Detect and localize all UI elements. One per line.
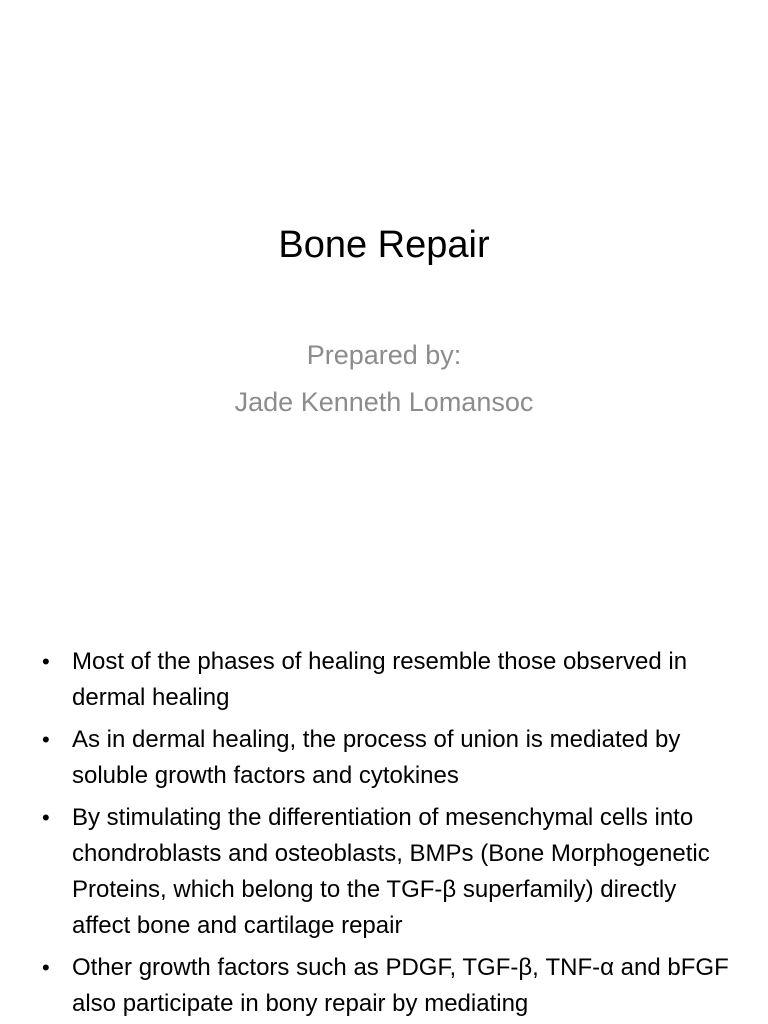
bullet-list bbox=[42, 644, 732, 1024]
bullet-item bbox=[42, 644, 732, 716]
slide-title: Bone Repair bbox=[278, 224, 490, 266]
bullet-item bbox=[42, 950, 732, 1022]
slide-subtitle bbox=[0, 332, 768, 426]
content-slide bbox=[0, 576, 768, 1024]
bullet-text: Other growth factors such as PDGF, TGF-β, TNF-α and bFGF also participate in bony repair by mediating bbox=[72, 954, 729, 1017]
bullet-item bbox=[42, 800, 732, 944]
subtitle-author: Jade Kenneth Lomansoc bbox=[234, 387, 534, 417]
bullet-icon: • bbox=[42, 727, 50, 752]
bullet-text: As in dermal healing, the process of union is mediated by soluble growth factors and cytokines bbox=[72, 726, 681, 789]
bullet-icon: • bbox=[42, 955, 50, 980]
bullet-icon: • bbox=[42, 805, 50, 830]
subtitle-prepared-by: Prepared by: bbox=[306, 340, 462, 370]
bullet-text: By stimulating the differentiation of mesenchymal cells into chondroblasts and osteoblasts, BMPs (Bone Morphogenetic Proteins, which belong to the TGF-β superfamily) directly affect bone and cartilage repair bbox=[72, 804, 710, 939]
bullet-text: Most of the phases of healing resemble those observed in dermal healing bbox=[72, 648, 688, 711]
bullet-icon: • bbox=[42, 649, 50, 674]
bullet-item bbox=[42, 722, 732, 794]
